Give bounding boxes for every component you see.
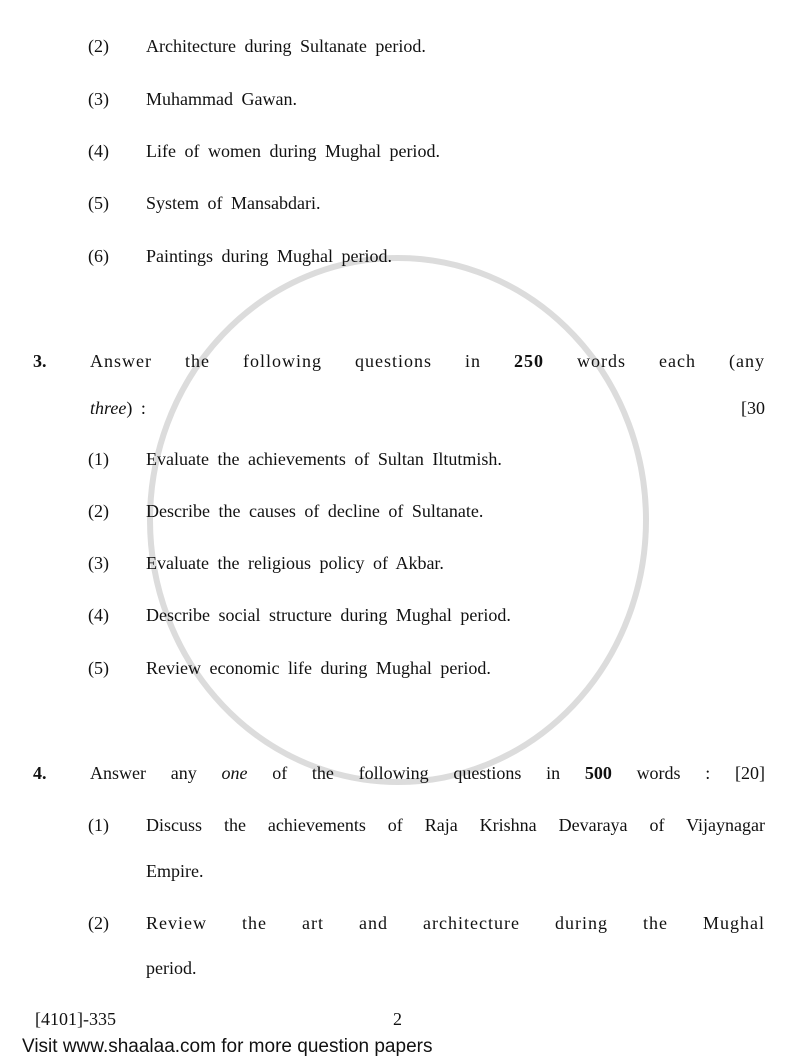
page-number: 2 — [393, 1009, 402, 1029]
item-text: Review the art and architecture during the Mughal — [146, 913, 765, 933]
q3-text: ) : — [126, 398, 146, 418]
q4-text: words : — [636, 763, 711, 783]
item-text: Empire. — [146, 861, 204, 881]
item-text: Describe the causes of decline of Sultanate. — [146, 501, 484, 521]
item-text: Review economic life during Mughal period. — [146, 658, 491, 678]
item-number: (3) — [88, 89, 109, 109]
q3-text: words each (any — [577, 351, 765, 371]
item-text: Paintings during Mughal period. — [146, 246, 392, 266]
marks: [20] — [735, 763, 765, 783]
item-number: (1) — [88, 449, 109, 469]
item-text: Life of women during Mughal period. — [146, 141, 440, 161]
question-number: 3. — [33, 351, 47, 371]
item-number: (2) — [88, 36, 109, 56]
question-4-line — [90, 761, 765, 785]
item-text: period. — [146, 958, 197, 978]
q4-word-count: 500 — [584, 763, 612, 783]
visit-banner: Visit www.shaalaa.com for more question papers — [22, 1036, 433, 1057]
item-number: (6) — [88, 246, 109, 266]
item-number: (4) — [88, 605, 109, 625]
item-number: (1) — [88, 815, 109, 835]
question-number: 4. — [33, 763, 47, 783]
item-number: (4) — [88, 141, 109, 161]
q3-word-count: 250 — [514, 351, 545, 371]
item-text: Describe social structure during Mughal period. — [146, 605, 511, 625]
item-number: (2) — [88, 501, 109, 521]
question-3-line1 — [90, 349, 765, 373]
item-number: (5) — [88, 658, 109, 678]
item-text: Discuss the achievements of Raja Krishna Devaraya of Vijaynagar — [146, 815, 765, 835]
q4-text: Answer any — [90, 763, 197, 783]
item-text: Architecture during Sultanate period. — [146, 36, 426, 56]
paper-code: [4101]-335 — [35, 1009, 116, 1029]
item-number: (2) — [88, 913, 109, 933]
q4-text: of the following questions in — [272, 763, 561, 783]
q4-one: one — [221, 763, 248, 783]
item-number: (3) — [88, 553, 109, 573]
marks: [30 — [741, 398, 765, 418]
q3-text: Answer the following questions in — [90, 351, 482, 371]
question-3-line2 — [90, 396, 146, 420]
item-text: Evaluate the religious policy of Akbar. — [146, 553, 444, 573]
item-text: Muhammad Gawan. — [146, 89, 297, 109]
item-text: Evaluate the achievements of Sultan Iltutmish. — [146, 449, 502, 469]
item-number: (5) — [88, 193, 109, 213]
q3-any: three — [90, 398, 127, 418]
item-text: System of Mansabdari. — [146, 193, 321, 213]
